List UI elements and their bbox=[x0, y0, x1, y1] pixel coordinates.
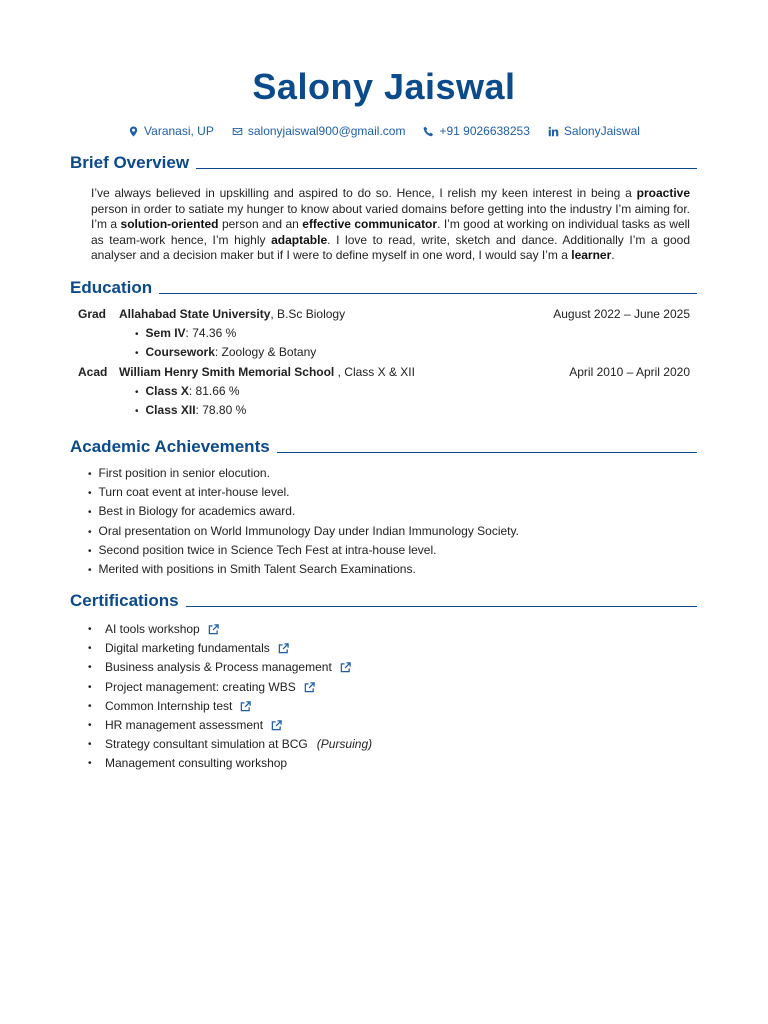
list-item: • First position in senior elocution. bbox=[88, 466, 519, 485]
education-detail bbox=[135, 384, 240, 398]
contact-linkedin[interactable] bbox=[548, 124, 640, 138]
institution-name: Allahabad State University bbox=[119, 307, 271, 321]
certification-label: Strategy consultant simulation at BCG bbox=[105, 737, 308, 752]
institution-name: William Henry Smith Memorial School bbox=[119, 365, 335, 379]
education-title: Education bbox=[70, 278, 153, 297]
contact-email[interactable] bbox=[232, 124, 406, 138]
overview-keyword: adaptable bbox=[271, 232, 328, 247]
overview-keyword: proactive bbox=[636, 186, 690, 200]
list-item: • AI tools workshop bbox=[88, 620, 372, 639]
overview-paragraph bbox=[91, 186, 690, 264]
overview-text: . bbox=[611, 248, 615, 262]
section-divider bbox=[159, 293, 697, 294]
achievements-heading bbox=[70, 437, 697, 457]
linkedin-link[interactable]: SalonyJaiswal bbox=[563, 124, 640, 138]
external-link-icon[interactable] bbox=[278, 643, 289, 654]
overview-keyword: effective communicator bbox=[302, 217, 438, 231]
education-dates: August 2022 – June 2025 bbox=[553, 307, 690, 321]
overview-keyword: learner bbox=[571, 248, 612, 262]
list-item: • HR management assessment bbox=[88, 716, 372, 735]
certification-label: Business analysis & Process management bbox=[105, 660, 332, 675]
overview-text: . I love to read, write, sketch and dance. Additionally I’m a good analyser and a decision maker but if I were to define myself in one word, I would say I’m a bbox=[91, 232, 690, 262]
list-item: • Second position twice in Science Tech Fest at intra-house level. bbox=[88, 543, 519, 562]
certifications-heading bbox=[70, 591, 697, 611]
list-item: • Oral presentation on World Immunology Day under Indian Immunology Society. bbox=[88, 524, 519, 543]
certification-status: (Pursuing) bbox=[316, 737, 373, 752]
education-detail bbox=[135, 403, 246, 417]
education-institution-line bbox=[119, 307, 345, 321]
contact-bar bbox=[0, 124, 768, 138]
section-divider bbox=[196, 168, 697, 169]
location-text: Varanasi, UP bbox=[144, 124, 214, 138]
list-item: • Strategy consultant simulation at BCG (Pursuing) bbox=[88, 737, 373, 752]
contact-location bbox=[128, 124, 214, 138]
detail-label: Coursework bbox=[145, 345, 215, 359]
list-item: • Digital marketing fundamentals bbox=[88, 639, 372, 658]
list-item: • Project management: creating WBS bbox=[88, 678, 372, 697]
phone-icon bbox=[423, 126, 434, 137]
external-link-icon[interactable] bbox=[208, 624, 219, 635]
achievements-list bbox=[88, 466, 519, 581]
certification-label: HR management assessment bbox=[105, 718, 264, 733]
course-name: , Class X & XII bbox=[334, 365, 415, 379]
section-divider bbox=[186, 606, 697, 607]
certification-label: Digital marketing fundamentals bbox=[105, 641, 270, 656]
list-item: • Common Internship test bbox=[88, 697, 372, 716]
certification-label: Management consulting workshop bbox=[105, 756, 288, 771]
external-link-icon[interactable] bbox=[240, 701, 251, 712]
list-item: • Business analysis & Process management bbox=[88, 658, 372, 677]
phone-link[interactable]: +91 9026638253 bbox=[439, 124, 530, 138]
education-dates: April 2010 – April 2020 bbox=[569, 365, 690, 379]
education-detail bbox=[135, 326, 236, 340]
list-item: • Turn coat event at inter-house level. bbox=[88, 485, 519, 504]
envelope-icon bbox=[232, 126, 243, 137]
detail-label: Class XII bbox=[145, 403, 196, 417]
overview-text: . I’m good at working on individual tasks as well as team-work hence, I’m highly bbox=[91, 217, 690, 247]
detail-value: : 81.66 % bbox=[188, 384, 240, 398]
external-link-icon[interactable] bbox=[304, 682, 315, 693]
external-link-icon[interactable] bbox=[271, 720, 282, 731]
email-link[interactable]: salonyjaiswal900@gmail.com bbox=[247, 124, 406, 138]
detail-value: : 74.36 % bbox=[185, 326, 237, 340]
overview-title: Brief Overview bbox=[70, 153, 190, 172]
list-item: • Management consulting workshop bbox=[88, 756, 288, 771]
detail-label: Sem IV bbox=[145, 326, 186, 340]
list-item: • Best in Biology for academics award. bbox=[88, 504, 519, 523]
education-level: Grad bbox=[78, 307, 107, 321]
achievements-title: Academic Achievements bbox=[70, 437, 270, 456]
list-item: • Merited with positions in Smith Talent Search Examinations. bbox=[88, 562, 519, 581]
contact-phone[interactable] bbox=[423, 124, 529, 138]
section-divider bbox=[277, 452, 697, 453]
detail-value: : 78.80 % bbox=[195, 403, 247, 417]
linkedin-icon bbox=[548, 126, 559, 137]
detail-value: : Zoology & Botany bbox=[214, 345, 317, 359]
certifications-title: Certifications bbox=[70, 591, 179, 610]
overview-heading bbox=[70, 153, 697, 173]
education-detail bbox=[135, 345, 316, 359]
overview-keyword: solution-oriented bbox=[120, 217, 219, 231]
overview-text: person in order to satiate my hunger to know about varied domains before getting into the industry I’m aiming for. I’m a bbox=[91, 201, 690, 231]
course-name: , B.Sc Biology bbox=[270, 307, 346, 321]
external-link-icon[interactable] bbox=[340, 662, 351, 673]
detail-label: Class X bbox=[145, 384, 189, 398]
certification-label: Project management: creating WBS bbox=[105, 679, 296, 694]
education-institution-line bbox=[119, 365, 415, 379]
education-level: Acad bbox=[78, 365, 108, 379]
map-pin-icon bbox=[128, 126, 139, 137]
candidate-name: Salony Jaiswal bbox=[252, 66, 516, 107]
education-heading bbox=[70, 278, 697, 298]
certification-label: Common Internship test bbox=[105, 698, 233, 713]
overview-text: person and an bbox=[218, 217, 303, 231]
certifications-list bbox=[88, 620, 372, 774]
overview-text: I’ve always believed in upskilling and aspired to do so. Hence, I relish my keen interest in being a bbox=[91, 186, 637, 200]
certification-label: AI tools workshop bbox=[105, 622, 200, 637]
